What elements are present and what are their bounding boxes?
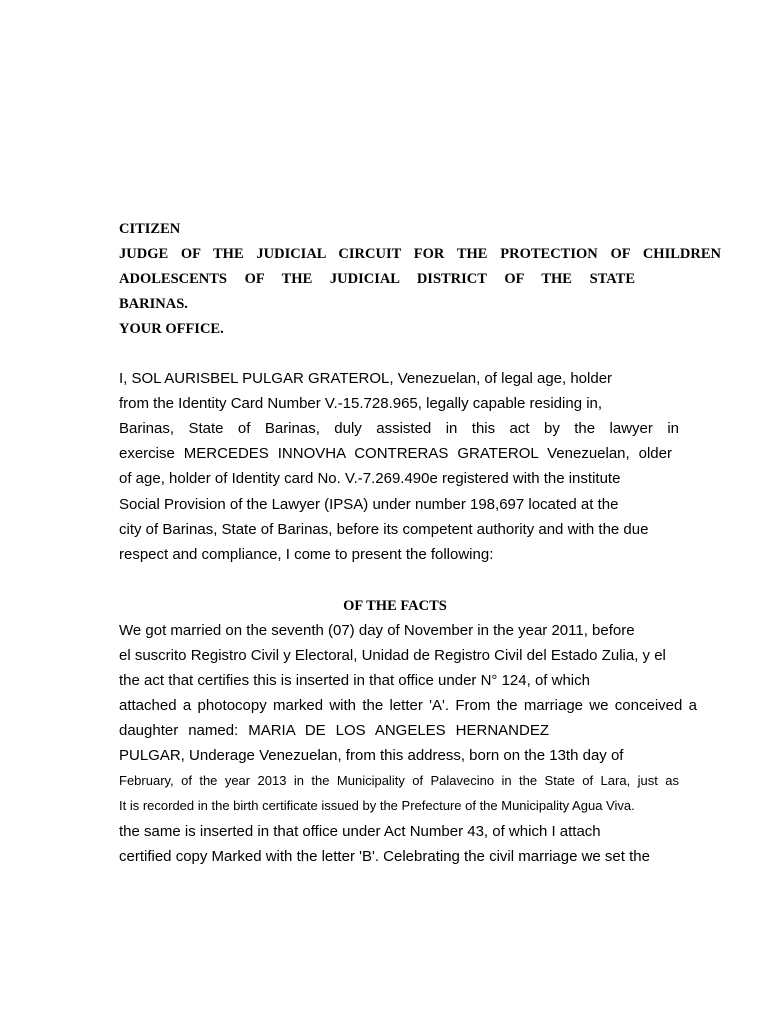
addressee-line-1: JUDGE OF THE JUDICIAL CIRCUIT FOR THE PROTECTION OF CHILDREN [119,246,721,262]
intro-line-4: exercise MERCEDES INNOVHA CONTRERAS GRATEROL Venezuelan, older [119,445,672,462]
facts-line-10: certified copy Marked with the letter 'B'. Celebrating the civil marriage we set the [119,848,650,865]
facts-heading: OF THE FACTS [343,598,447,614]
intro-line-1: I, SOL AURISBEL PULGAR GRATEROL, Venezuelan, of legal age, holder [119,370,613,387]
intro-line-7: city of Barinas, State of Barinas, before its competent authority and with the due [119,521,649,538]
addressee-line-3: BARINAS. [119,296,188,312]
facts-line-3: the act that certifies this is inserted in that office under N° 124, of which [119,672,590,689]
facts-line-9: the same is inserted in that office under Act Number 43, of which I attach [119,823,601,840]
intro-line-8: respect and compliance, I come to present the following: [119,546,494,563]
facts-line-1: We got married on the seventh (07) day of November in the year 2011, before [119,622,635,639]
facts-line-6: PULGAR, Underage Venezuelan, from this address, born on the 13th day of [119,747,624,764]
addressee-office: YOUR OFFICE. [119,321,224,337]
facts-line-8: It is recorded in the birth certificate issued by the Prefecture of the Municipality Agua Viva. [119,798,635,813]
addressee-line-2: ADOLESCENTS OF THE JUDICIAL DISTRICT OF THE STATE [119,271,635,287]
facts-line-2: el suscrito Registro Civil y Electoral, Unidad de Registro Civil del Estado Zulia, y el [119,647,666,664]
facts-line-7: February, of the year 2013 in the Municipality of Palavecino in the State of Lara, just as [119,773,679,788]
intro-line-2: from the Identity Card Number V.-15.728.965, legally capable residing in, [119,395,603,412]
facts-line-5: daughter named: MARIA DE LOS ANGELES HERNANDEZ [119,722,549,739]
facts-line-4: attached a photocopy marked with the letter 'A'. From the marriage we conceived a [119,697,697,714]
intro-line-6: Social Provision of the Lawyer (IPSA) under number 198,697 located at the [119,496,619,513]
intro-line-3: Barinas, State of Barinas, duly assisted in this act by the lawyer in [119,420,679,437]
intro-line-5: of age, holder of Identity card No. V.-7.269.490e registered with the institute [119,470,621,487]
salutation: CITIZEN [119,221,181,237]
